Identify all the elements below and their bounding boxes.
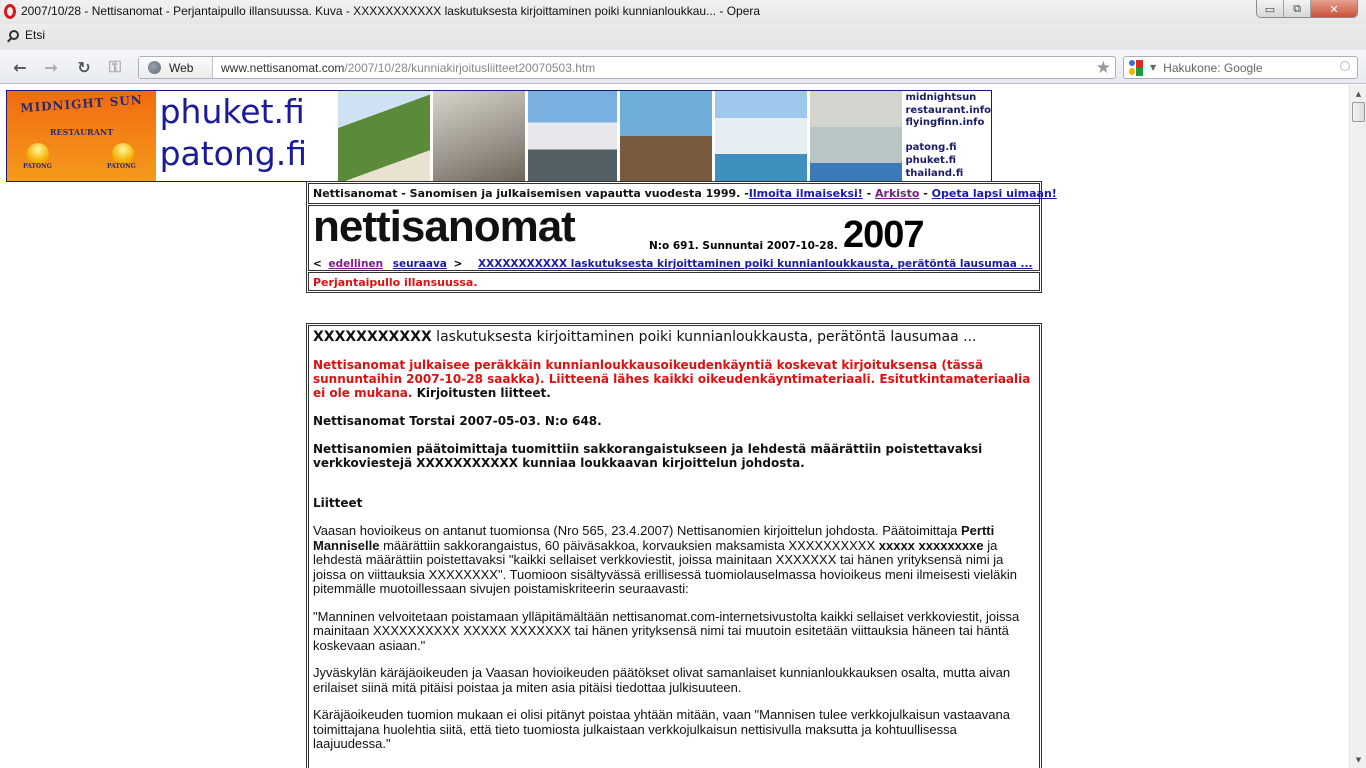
scroll-thumb[interactable] (1352, 102, 1365, 122)
forward-arrow-icon: → (44, 57, 58, 77)
banner-photo-hotel[interactable] (810, 91, 902, 181)
article-title (313, 329, 1035, 346)
banner-link: flyingfinn.info (905, 117, 985, 129)
google-logo-icon (1128, 60, 1144, 76)
article-dateline: Nettisanomat Torstai 2007-05-03. N:o 648. (313, 414, 602, 428)
article-box (306, 323, 1042, 768)
search-go-icon[interactable] (1340, 61, 1350, 71)
paragraph: Jyväskylän käräjäoikeuden ja Vaasan hovioikeuden päätökset olivat samanlaiset kunnianloukkauksen osalta, mutta aivan erilaiset siinä mitä pitäisi poistaa ja miten asia pitäisi tiedottaa julkisuuteen. (313, 665, 1011, 695)
page-viewport (0, 85, 1349, 768)
banner-link: midnightsun (905, 92, 977, 103)
logo-patong-text: PATONG (23, 163, 52, 170)
tagline-row (308, 183, 1057, 204)
search-engine-dropdown-icon[interactable]: ▼ (1150, 63, 1157, 72)
vertical-scrollbar[interactable] (1349, 85, 1366, 768)
scroll-down-icon[interactable]: ▼ (1355, 755, 1362, 764)
sun-icon (112, 143, 134, 165)
restore-button[interactable] (1284, 0, 1311, 18)
year-label: 2007 (843, 214, 924, 256)
banner-domain-patong: patong.fi (159, 134, 308, 173)
page-subtitle: Perjantaipullo illansuussa. (313, 276, 478, 289)
back-button[interactable] (9, 57, 31, 77)
archive-link[interactable]: Arkisto (875, 187, 920, 200)
address-bar[interactable] (138, 56, 1116, 79)
close-button[interactable] (1311, 0, 1357, 18)
site-info-label: Web (169, 60, 194, 75)
banner-link-list[interactable] (906, 91, 991, 181)
menubar (0, 24, 1366, 50)
close-icon: ✕ (1329, 2, 1339, 16)
article-intro (313, 358, 1035, 400)
nav-lt: < (313, 258, 322, 270)
article-lead: Nettisanomien päätoimittaja tuomittiin sakkorangaistukseen ja lehdestä määrättiin poistettavaksi verkkoviestejä XXXXXXXXXXX kunniaa loukkaavan kirjoittelun johdosta. (313, 442, 983, 470)
article-navigation (313, 258, 1036, 270)
swim-link[interactable]: Opeta lapsi uimaan! (931, 187, 1057, 200)
separator: - (919, 187, 932, 200)
separator: - (862, 187, 876, 200)
bookmark-star-icon[interactable]: ★ (1095, 58, 1111, 78)
ad-banner[interactable] (6, 90, 992, 182)
banner-domains[interactable] (156, 91, 336, 181)
text: ja lehdestä määrättiin poistettavaksi "kaikki sellaiset verkkoviestit, joissa mainitaan XXXXXXX tai hänen yrityksensä nimi ja joissa on viittauksia XXXXXXXX". Tuomioon sisältyvässä erillisessä tuomiolauselmassa hovioikeus meni ilmeisesti vieläkin pitemmälle muotoillessaan sivujen poistamiskriteerin seuraavasti: (313, 537, 1018, 596)
next-link[interactable]: seuraava (392, 258, 447, 270)
banner-photo-motorbike[interactable] (620, 91, 712, 181)
section-heading: Liitteet (313, 496, 363, 510)
url-domain: www.nettisanomat.com (221, 60, 345, 75)
banner-photo-sauna[interactable] (433, 91, 525, 181)
banner-photo-street[interactable] (528, 91, 618, 181)
text: määrättiin sakkorangaistus, 60 päiväsakkoa, korvauksien maksamista XXXXXXXXXX (379, 537, 879, 553)
search-input[interactable]: Hakukone: Google (1163, 60, 1263, 75)
paragraph (313, 524, 1035, 597)
search-engine-box[interactable] (1123, 56, 1358, 79)
opera-logo-icon (4, 4, 16, 19)
banner-link: patong.fi (905, 142, 957, 154)
site-info-button[interactable] (139, 57, 213, 78)
intro-black-text: Kirjoitusten liitteet. (412, 386, 551, 400)
logo-patong-text: PATONG (107, 163, 136, 170)
forward-button[interactable] (40, 57, 62, 77)
text: Vaasan hovioikeus on antanut tuomionsa (Nro 565, 23.4.2007) Nettisanomien kirjoittelun johdosta. Päätoimittaja (313, 523, 961, 538)
sun-icon (27, 143, 49, 165)
back-arrow-icon: ← (13, 57, 27, 77)
newspaper-header (306, 181, 1057, 293)
article-content (308, 325, 1040, 768)
article-title-redacted: XXXXXXXXXXX (313, 329, 432, 345)
window-controls (1256, 0, 1358, 18)
banner-photo-restaurant-sign[interactable] (338, 91, 430, 181)
search-menu-button[interactable] (9, 28, 45, 42)
banner-link: restaurant.info (905, 104, 991, 116)
advertise-link[interactable]: Ilmoita ilmaiseksi! (748, 187, 863, 200)
headline-link[interactable]: XXXXXXXXXXX laskutuksesta kirjoittaminen poiki kunnianloukkausta, perätöntä lausumaa ... (478, 258, 1033, 270)
masthead-row (308, 202, 1040, 271)
navigation-toolbar (0, 50, 1366, 84)
url-path: /2007/10/28/kunniakirjoitusliitteet20070503.htm (344, 60, 596, 75)
masthead-logo: nettisanomat (313, 202, 575, 251)
nav-gt: > (453, 258, 463, 270)
search-menu-label: Etsi (25, 28, 46, 42)
tagline: Nettisanomat - Sanomisen ja julkaisemisen vapautta vuodesta 1999. - (313, 187, 749, 200)
window-titlebar (0, 0, 1366, 24)
previous-link[interactable]: edellinen (328, 258, 384, 270)
banner-photo-boat[interactable] (715, 91, 807, 181)
bold-name: xxxxx xxxxxxxxe (878, 537, 984, 553)
midnight-sun-logo[interactable] (7, 91, 156, 181)
minimize-button[interactable] (1257, 0, 1284, 18)
paragraph: "Manninen velvoitetaan poistamaan ylläpitämältään nettisanomat.com-internetsivustolta kaikki sellaiset verkkoviestit, joissa mainitaan XXXXXXXXXX XXXXX XXXXXXX tai hänen yrityksensä nimi tai muutoin esitetään viittauksia häneen tai häntä koskevaan asiaan." (313, 608, 1020, 653)
intro-red-text: Nettisanomat julkaisee peräkkäin kunnianloukkausoikeudenkäyntiä koskevat kirjoituksensa (tässä sunnuntaihin 2007-10-28 saakka). Liitteenä lähes kaikki oikeudenkäyntimateriaali. Esitutkintamateriaalia ei ole mukana. (313, 358, 1031, 400)
minimize-icon: ▭ (1264, 2, 1276, 16)
search-icon (9, 30, 19, 40)
window-title: 2007/10/28 - Nettisanomat - Perjantaipullo illansuussa. Kuva - XXXXXXXXXXX laskutuksesta kirjoittaminen poiki kunnianloukkau... - Opera (21, 4, 761, 18)
banner-link: thailand.fi (905, 167, 964, 179)
banner-link-spacer (906, 130, 991, 143)
logo-arc-text: MIDNIGHT SUN (19, 92, 144, 116)
url-text[interactable] (213, 61, 595, 75)
paragraph: Käräjäoikeuden tuomion mukaan ei olisi pitänyt poistaa yhtään mitään, vaan "Mannisen tulee verkkojulkaisun vastaavana toimittajana huolehtia siitä, että tieto tuomiosta julkaistaan verkkojulkaisun nettisivulla maksutta ja kohtuullisessa laajuudessa." (313, 707, 1010, 751)
article-title-rest: laskutuksesta kirjoittaminen poiki kunnianloukkausta, perätöntä lausumaa ... (431, 329, 977, 345)
banner-link: phuket.fi (905, 154, 957, 166)
reload-button[interactable] (73, 57, 95, 77)
banner-domain-phuket: phuket.fi (159, 92, 305, 131)
logo-restaurant-text: RESTAURANT (49, 127, 114, 137)
wand-key-button[interactable] (104, 57, 126, 77)
globe-icon (148, 61, 161, 74)
restore-icon: ⧉ (1293, 2, 1301, 15)
bold-name: Pertti Manniselle (313, 523, 995, 553)
key-icon: ⚿ (108, 57, 122, 76)
subtitle-row (308, 272, 1040, 291)
scroll-up-icon[interactable]: ▲ (1355, 89, 1362, 98)
reload-icon: ↻ (77, 57, 91, 77)
issue-info: N:o 691. Sunnuntai 2007-10-28. (649, 240, 838, 252)
